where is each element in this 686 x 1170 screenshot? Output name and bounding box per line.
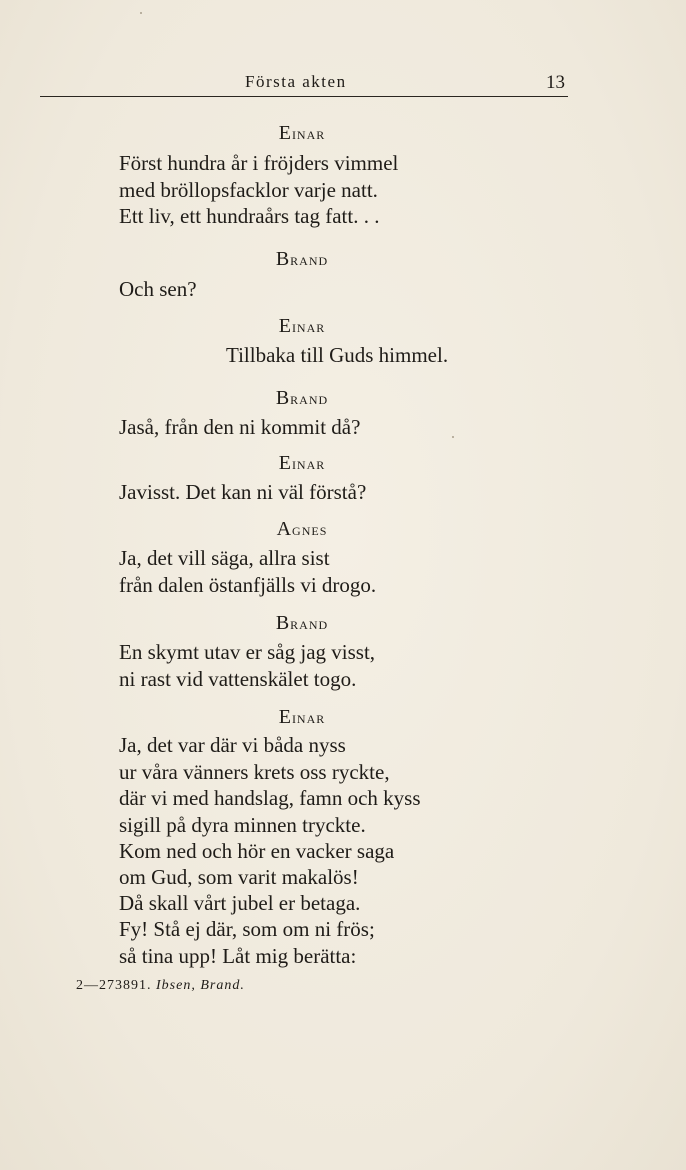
speaker-einar: Einar — [278, 706, 326, 728]
author-title: Ibsen, Brand. — [156, 978, 245, 993]
verse-line: Jaså, från den ni kommit då? — [119, 415, 361, 439]
speaker-einar: Einar — [278, 122, 326, 144]
verse-line: sigill på dyra minnen tryckte. — [119, 813, 366, 837]
verse-line: ur våra vänners krets oss ryckte, — [119, 760, 390, 784]
verse-line: Ett liv, ett hundraårs tag fatt. . . — [119, 204, 380, 228]
verse-line: så tina upp! Låt mig berätta: — [119, 944, 357, 968]
speaker-agnes: Agnes — [276, 518, 328, 540]
verse-line: om Gud, som varit makalös! — [119, 865, 359, 889]
verse-line: med bröllopsfacklor varje natt. — [119, 178, 378, 202]
verse-line: från dalen östanfjälls vi drogo. — [119, 573, 377, 597]
speaker-brand: Brand — [275, 248, 329, 270]
printer-signature: 2—273891. — [76, 978, 152, 993]
speaker-brand: Brand — [275, 612, 329, 634]
page-number: 13 — [546, 72, 565, 93]
header-rule — [40, 96, 568, 97]
verse-line: ni rast vid vattenskälet togo. — [119, 667, 357, 691]
speaker-brand: Brand — [275, 387, 329, 409]
running-title: Första akten — [245, 72, 347, 91]
verse-line: Kom ned och hör en vacker saga — [119, 839, 395, 863]
footer-signature-line — [76, 978, 245, 994]
verse-line: Ja, det vill säga, allra sist — [119, 546, 330, 570]
verse-line: Och sen? — [119, 277, 197, 301]
speaker-einar: Einar — [278, 452, 326, 474]
verse-line: Då skall vårt jubel er betaga. — [119, 891, 361, 915]
paper-speck — [140, 12, 142, 14]
verse-line: Tillbaka till Guds himmel. — [226, 343, 449, 367]
verse-line: En skymt utav er såg jag visst, — [119, 640, 376, 664]
paper-speck — [452, 436, 454, 438]
verse-line: där vi med handslag, famn och kyss — [119, 786, 421, 810]
verse-line: Fy! Stå ej där, som om ni frös; — [119, 917, 375, 941]
verse-line: Javisst. Det kan ni väl förstå? — [119, 480, 367, 504]
running-head — [0, 72, 686, 96]
speaker-einar: Einar — [278, 315, 326, 337]
verse-line: Först hundra år i fröjders vimmel — [119, 151, 399, 175]
verse-line: Ja, det var där vi båda nyss — [119, 733, 346, 757]
